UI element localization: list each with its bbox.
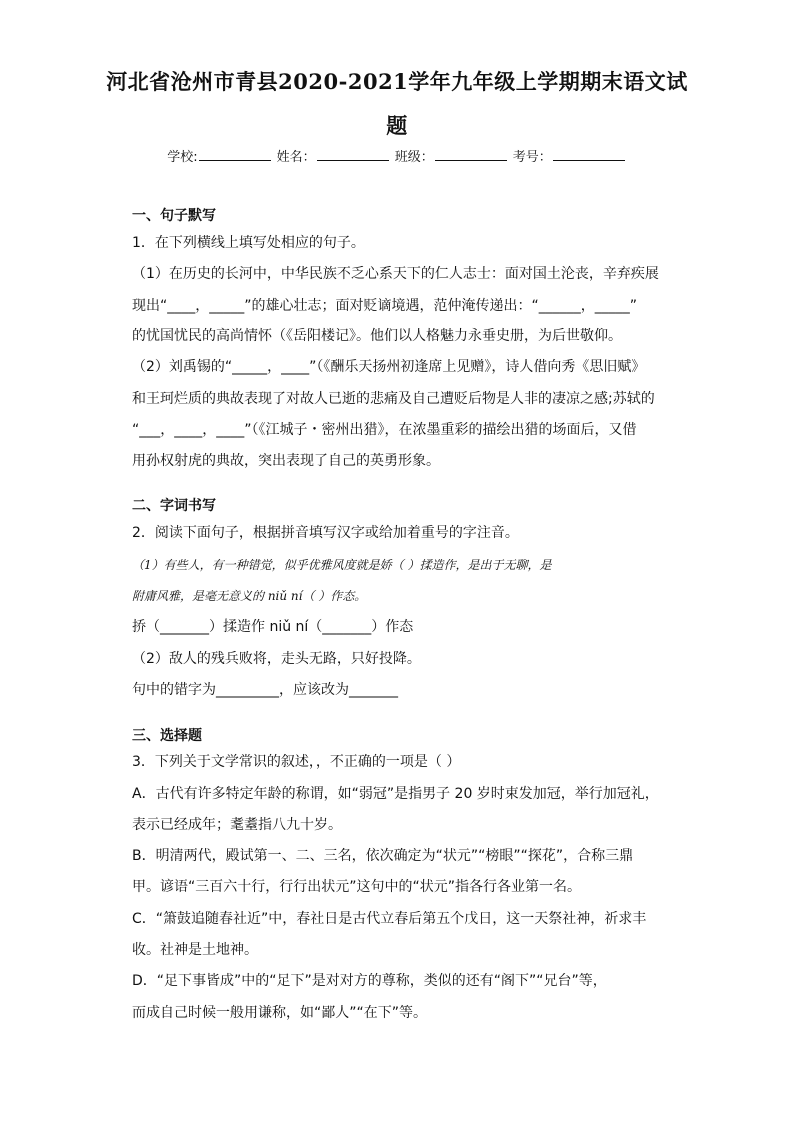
q2-italic-line: 附庸风雅，是毫无意义的 niǔ ní（ ）作态。 bbox=[132, 589, 367, 603]
q3-option-b: B．明清两代，殿试第一、二、三名，依次确定为“状元”“榜眼”“探花”，合称三鼎 bbox=[132, 848, 634, 864]
exam-number-label: 考号： bbox=[512, 150, 552, 165]
q3-option-a: 表示已经成年；耄耋指八九十岁。 bbox=[132, 817, 342, 833]
section2-heading: 二、字词书写 bbox=[132, 498, 216, 514]
q2-p2: （2）敌人的残兵败将，走头无路，只好投降。 bbox=[132, 651, 421, 667]
q1-p1-line: 的忧国忧民的高尚情怀（《岳阳楼记》。他们以人格魅力永垂史册，为后世敬仰。 bbox=[132, 328, 622, 344]
q2-stem: 2．阅读下面句子，根据拼音填写汉字或给加着重号的字注音。 bbox=[132, 525, 519, 541]
q1-p1-line: （1）在历史的长河中，中华民族不乏心系天下的仁人志士：面对国土沦丧，辛弃疾展 bbox=[132, 266, 659, 282]
q3-option-d: 而成自己时候一般用谦称，如“鄙人”“在下”等。 bbox=[132, 1005, 428, 1021]
q1-p2-line: 和王珂烂质的典故表现了对故人已逝的悲痛及自己遭贬后物是人非的凄凉之感;苏轼的 bbox=[132, 391, 655, 407]
name-blank bbox=[317, 148, 389, 161]
q3-option-d: D．“足下事皆成”中的“足下”是对对方的尊称，类似的还有“阁下”“兄台”等， bbox=[132, 973, 607, 989]
class-label: 班级： bbox=[394, 150, 434, 165]
class-blank bbox=[435, 148, 507, 161]
q3-stem: 3．下列关于文学常识的叙述，，不正确的一项是（ ） bbox=[132, 754, 461, 770]
school-blank bbox=[199, 148, 271, 161]
section1-heading: 一、句子默写 bbox=[132, 208, 216, 224]
school-label: 学校: bbox=[167, 150, 198, 165]
section3-heading: 三、选择题 bbox=[132, 728, 202, 744]
exam-title-line1: 河北省沧州市青县2020-2021学年九年级上学期期末语文试 bbox=[106, 69, 688, 94]
q2-italic-line: （1）有些人，有一种错觉，似乎优雅风度就是娇（ ）揉造作，是出于无聊，是 bbox=[132, 558, 552, 572]
q1-p2-line: “___，____，____”（《江城子・密州出猎》，在浓墨重彩的描绘出猎的场面后，又借 bbox=[132, 422, 637, 438]
exam-number-blank bbox=[553, 148, 625, 161]
q1-p2-line: （2）刘禹锡的“_____，____”（《酬乐天扬州初逢席上见赠》，诗人借向秀《思旧赋》 bbox=[132, 359, 646, 375]
name-label: 姓名： bbox=[276, 150, 316, 165]
q3-option-b: 甲。谚语“三百六十行，行行出状元”这句中的“状元”指各行各业第一名。 bbox=[132, 879, 582, 895]
q3-option-c: C．“箫鼓追随春社近”中，春社日是古代立春后第五个戊日，这一天祭社神，祈求丰 bbox=[132, 911, 647, 927]
q1-stem: 1．在下列横线上填写处相应的句子。 bbox=[132, 235, 365, 251]
student-info-line bbox=[0, 146, 794, 165]
q1-p1-line: 现出“____，_____”的雄心壮志；面对贬谪境遇，范仲淹传递出：“______，_____” bbox=[132, 298, 638, 314]
q3-option-c: 收。社神是土地神。 bbox=[132, 942, 258, 958]
q2-answer-line1: 挢（_______）揉造作 niǔ ní（_______）作态 bbox=[132, 619, 414, 635]
q1-p2-line: 用孙权射虎的典故，突出表现了自己的英勇形象。 bbox=[132, 453, 440, 469]
q2-answer-line2: 句中的错字为_________，应该改为_______ bbox=[132, 682, 398, 698]
q3-option-a: A．古代有许多特定年龄的称谓，如“弱冠”是指男子 20 岁时束发加冠，举行加冠礼， bbox=[132, 786, 659, 802]
exam-title-line2: 题 bbox=[386, 113, 408, 138]
